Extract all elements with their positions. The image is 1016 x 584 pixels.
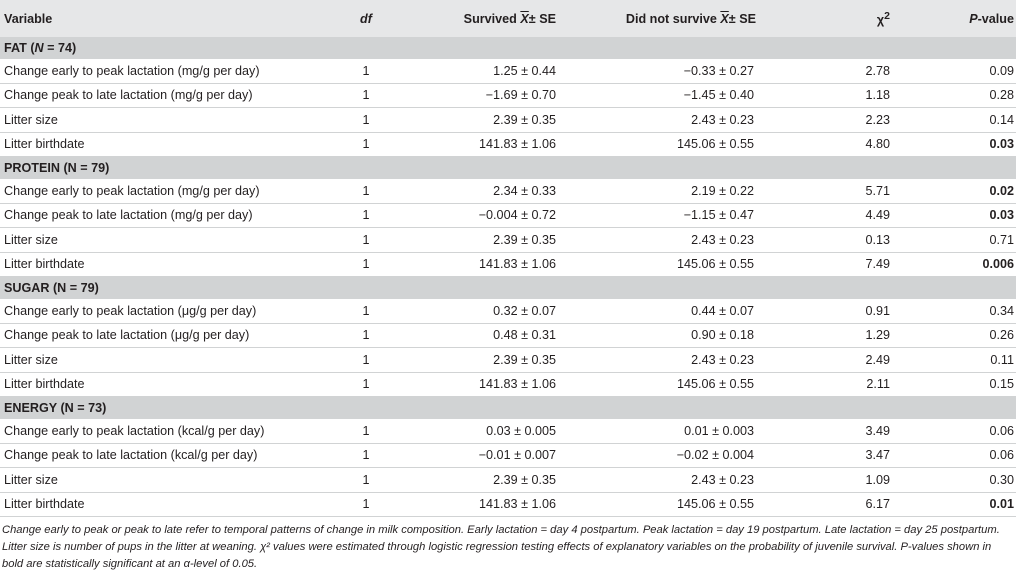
cell-chi-square: 1.09 — [814, 468, 924, 493]
cell-not-survived: −1.15 ± 0.47 — [594, 203, 814, 228]
cell-survived: −0.004 ± 0.72 — [404, 203, 594, 228]
cell-p-value: 0.14 — [924, 108, 1016, 133]
cell-df: 1 — [328, 83, 404, 108]
cell-variable: Change early to peak lactation (kcal/g per day) — [0, 419, 328, 443]
cell-variable: Litter size — [0, 468, 328, 493]
table-row — [0, 108, 1016, 133]
cell-not-survived: 2.43 ± 0.23 — [594, 348, 814, 373]
cell-variable: Change early to peak lactation (μg/g per day) — [0, 299, 328, 323]
cell-chi-square: 0.91 — [814, 299, 924, 323]
cell-p-value: 0.02 — [924, 179, 1016, 203]
cell-survived: 1.25 ± 0.44 — [404, 59, 594, 83]
table-row — [0, 443, 1016, 468]
header-chi-square: $\chi^2$ — [876, 9, 890, 28]
cell-variable: Change early to peak lactation (mg/g per day) — [0, 59, 328, 83]
cell-survived: 2.39 ± 0.35 — [404, 468, 594, 493]
table-row — [0, 419, 1016, 443]
header-row — [0, 0, 1016, 37]
section-header — [0, 397, 1016, 420]
cell-survived: −1.69 ± 0.70 — [404, 83, 594, 108]
table-row — [0, 348, 1016, 373]
cell-variable: Litter size — [0, 348, 328, 373]
section-header — [0, 37, 1016, 59]
cell-df: 1 — [328, 228, 404, 253]
cell-df: 1 — [328, 132, 404, 157]
cell-not-survived: 2.43 ± 0.23 — [594, 108, 814, 133]
cell-df: 1 — [328, 299, 404, 323]
cell-df: 1 — [328, 468, 404, 493]
cell-not-survived: 145.06 ± 0.55 — [594, 252, 814, 277]
cell-chi-square: 2.78 — [814, 59, 924, 83]
cell-survived: 2.39 ± 0.35 — [404, 228, 594, 253]
cell-p-value: 0.06 — [924, 443, 1016, 468]
cell-survived: 141.83 ± 1.06 — [404, 372, 594, 397]
cell-chi-square: 0.13 — [814, 228, 924, 253]
cell-not-survived: −0.33 ± 0.27 — [594, 59, 814, 83]
table-row — [0, 132, 1016, 157]
table-row — [0, 203, 1016, 228]
cell-chi-square: 2.49 — [814, 348, 924, 373]
cell-not-survived: 2.43 ± 0.23 — [594, 468, 814, 493]
cell-survived: 2.39 ± 0.35 — [404, 108, 594, 133]
cell-survived: 141.83 ± 1.06 — [404, 252, 594, 277]
cell-not-survived: 2.19 ± 0.22 — [594, 179, 814, 203]
cell-p-value: 0.006 — [924, 252, 1016, 277]
cell-chi-square: 1.29 — [814, 323, 924, 348]
cell-df: 1 — [328, 252, 404, 277]
cell-survived: 0.48 ± 0.31 — [404, 323, 594, 348]
cell-df: 1 — [328, 179, 404, 203]
table-row — [0, 59, 1016, 83]
cell-df: 1 — [328, 323, 404, 348]
cell-df: 1 — [328, 372, 404, 397]
table-row — [0, 252, 1016, 277]
cell-variable: Change early to peak lactation (mg/g per day) — [0, 179, 328, 203]
table-row — [0, 372, 1016, 397]
table-footnote: Change early to peak or peak to late refer to temporal patterns of change in milk composition. Early lactation = day 4 postpartum. Peak lactation = day 19 postpartum. Late lactation = day 25 postpartum. Litter size is number of pups in the litter at weaning. χ² values were estimated through logistic regression testing effects of explanatory variables on the probability of juvenile survival. P-values shown in bold are statistically significant at an α-level of 0.05. — [2, 524, 1000, 570]
cell-variable: Litter birthdate — [0, 492, 328, 517]
cell-df: 1 — [328, 59, 404, 83]
cell-variable: Change peak to late lactation (kcal/g per day) — [0, 443, 328, 468]
cell-not-survived: 2.43 ± 0.23 — [594, 228, 814, 253]
cell-p-value: 0.34 — [924, 299, 1016, 323]
cell-p-value: 0.30 — [924, 468, 1016, 493]
cell-not-survived: 145.06 ± 0.55 — [594, 132, 814, 157]
cell-variable: Litter birthdate — [0, 252, 328, 277]
cell-p-value: 0.01 — [924, 492, 1016, 517]
cell-chi-square: 4.49 — [814, 203, 924, 228]
cell-variable: Litter birthdate — [0, 372, 328, 397]
cell-variable: Litter size — [0, 228, 328, 253]
cell-df: 1 — [328, 443, 404, 468]
section-label: ENERGY (N = 73) — [4, 401, 107, 415]
cell-survived: 0.32 ± 0.07 — [404, 299, 594, 323]
table-row — [0, 468, 1016, 493]
cell-variable: Litter birthdate — [0, 132, 328, 157]
cell-survived: 0.03 ± 0.005 — [404, 419, 594, 443]
cell-variable: Change peak to late lactation (mg/g per day) — [0, 203, 328, 228]
cell-not-survived: 0.90 ± 0.18 — [594, 323, 814, 348]
table-row — [0, 323, 1016, 348]
cell-chi-square: 4.80 — [814, 132, 924, 157]
cell-p-value: 0.11 — [924, 348, 1016, 373]
cell-variable: Change peak to late lactation (μg/g per day) — [0, 323, 328, 348]
section-header — [0, 157, 1016, 180]
cell-p-value: 0.09 — [924, 59, 1016, 83]
cell-not-survived: 0.44 ± 0.07 — [594, 299, 814, 323]
cell-p-value: 0.26 — [924, 323, 1016, 348]
cell-df: 1 — [328, 492, 404, 517]
cell-chi-square: 5.71 — [814, 179, 924, 203]
cell-survived: 2.34 ± 0.33 — [404, 179, 594, 203]
header-p-value: P-value — [969, 11, 1014, 26]
header-survived: Survived $\overline{X}\pm$ SE — [463, 11, 556, 26]
section-label: FAT (N = 74) — [4, 41, 77, 55]
section-header — [0, 277, 1016, 300]
cell-p-value: 0.71 — [924, 228, 1016, 253]
cell-not-survived: 0.01 ± 0.003 — [594, 419, 814, 443]
cell-p-value: 0.28 — [924, 83, 1016, 108]
table-row — [0, 299, 1016, 323]
cell-survived: 141.83 ± 1.06 — [404, 132, 594, 157]
cell-chi-square: 2.23 — [814, 108, 924, 133]
section-label: SUGAR (N = 79) — [4, 281, 99, 295]
cell-chi-square: 3.47 — [814, 443, 924, 468]
cell-chi-square: 3.49 — [814, 419, 924, 443]
cell-p-value: 0.06 — [924, 419, 1016, 443]
cell-p-value: 0.15 — [924, 372, 1016, 397]
cell-chi-square: 7.49 — [814, 252, 924, 277]
header-not-survived: Did not survive $\overline{X}\pm$ SE — [625, 11, 756, 26]
cell-survived: −0.01 ± 0.007 — [404, 443, 594, 468]
cell-variable: Litter size — [0, 108, 328, 133]
cell-chi-square: 2.11 — [814, 372, 924, 397]
cell-survived: 141.83 ± 1.06 — [404, 492, 594, 517]
cell-df: 1 — [328, 419, 404, 443]
cell-variable: Change peak to late lactation (mg/g per day) — [0, 83, 328, 108]
table-row — [0, 228, 1016, 253]
cell-not-survived: −1.45 ± 0.40 — [594, 83, 814, 108]
table-row — [0, 492, 1016, 517]
cell-df: 1 — [328, 108, 404, 133]
header-df: df — [360, 11, 372, 26]
table-row — [0, 179, 1016, 203]
table-body — [0, 37, 1016, 517]
cell-not-survived: 145.06 ± 0.55 — [594, 492, 814, 517]
section-label: PROTEIN (N = 79) — [4, 161, 110, 175]
cell-df: 1 — [328, 348, 404, 373]
cell-chi-square: 1.18 — [814, 83, 924, 108]
table-row — [0, 83, 1016, 108]
header-variable: Variable — [4, 11, 53, 26]
cell-not-survived: −0.02 ± 0.004 — [594, 443, 814, 468]
cell-chi-square: 6.17 — [814, 492, 924, 517]
cell-p-value: 0.03 — [924, 132, 1016, 157]
cell-not-survived: 145.06 ± 0.55 — [594, 372, 814, 397]
cell-df: 1 — [328, 203, 404, 228]
cell-survived: 2.39 ± 0.35 — [404, 348, 594, 373]
cell-p-value: 0.03 — [924, 203, 1016, 228]
